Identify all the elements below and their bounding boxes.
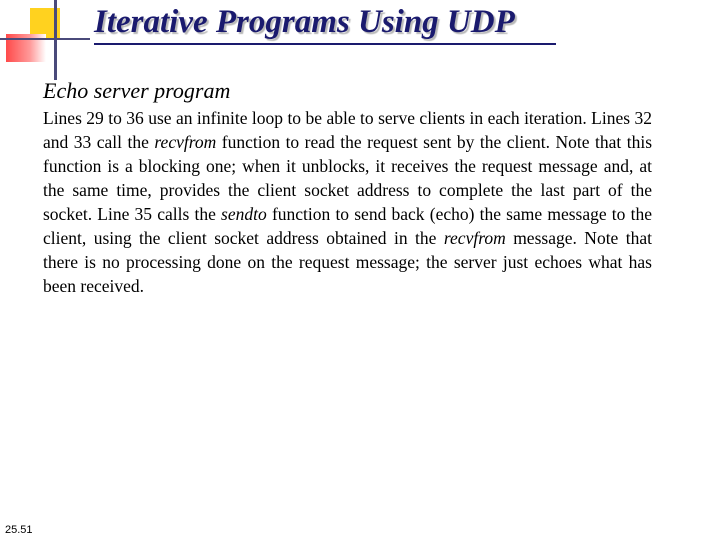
paragraph-text-3: function to send back (echo) the same message to the client, using the client socket address obtained in the — [43, 204, 652, 248]
paragraph-text-4: message. Note that there is no processing done on the request message; the server just echoes what has been received. — [43, 228, 653, 296]
paragraph-text-2: function to read the request sent by the client. Note that this function is a blocking one; when it unblocks, it receives the request message and, at the same time, provides the client socket address to complete the last part of the socket. Line 35 calls the — [43, 132, 652, 224]
function-name-sendto: sendto — [221, 204, 267, 224]
function-name-recvfrom: recvfrom — [154, 132, 217, 152]
slide-title: Iterative Programs Using UDP — [94, 4, 515, 40]
section-heading: Echo server program — [43, 78, 231, 103]
corner-logo — [0, 0, 90, 80]
function-name-recvfrom-2: recvfrom — [443, 228, 506, 248]
slide-number: 25.51 — [5, 524, 33, 536]
title-underline — [94, 43, 556, 45]
logo-vertical-line — [54, 0, 57, 80]
paragraph-text-1: Lines 29 to 36 use an infinite loop to be able to serve clients in each iteration. Lines 32 and 33 call the — [43, 108, 652, 152]
body-paragraph — [43, 106, 652, 298]
logo-horizontal-line — [0, 38, 90, 40]
